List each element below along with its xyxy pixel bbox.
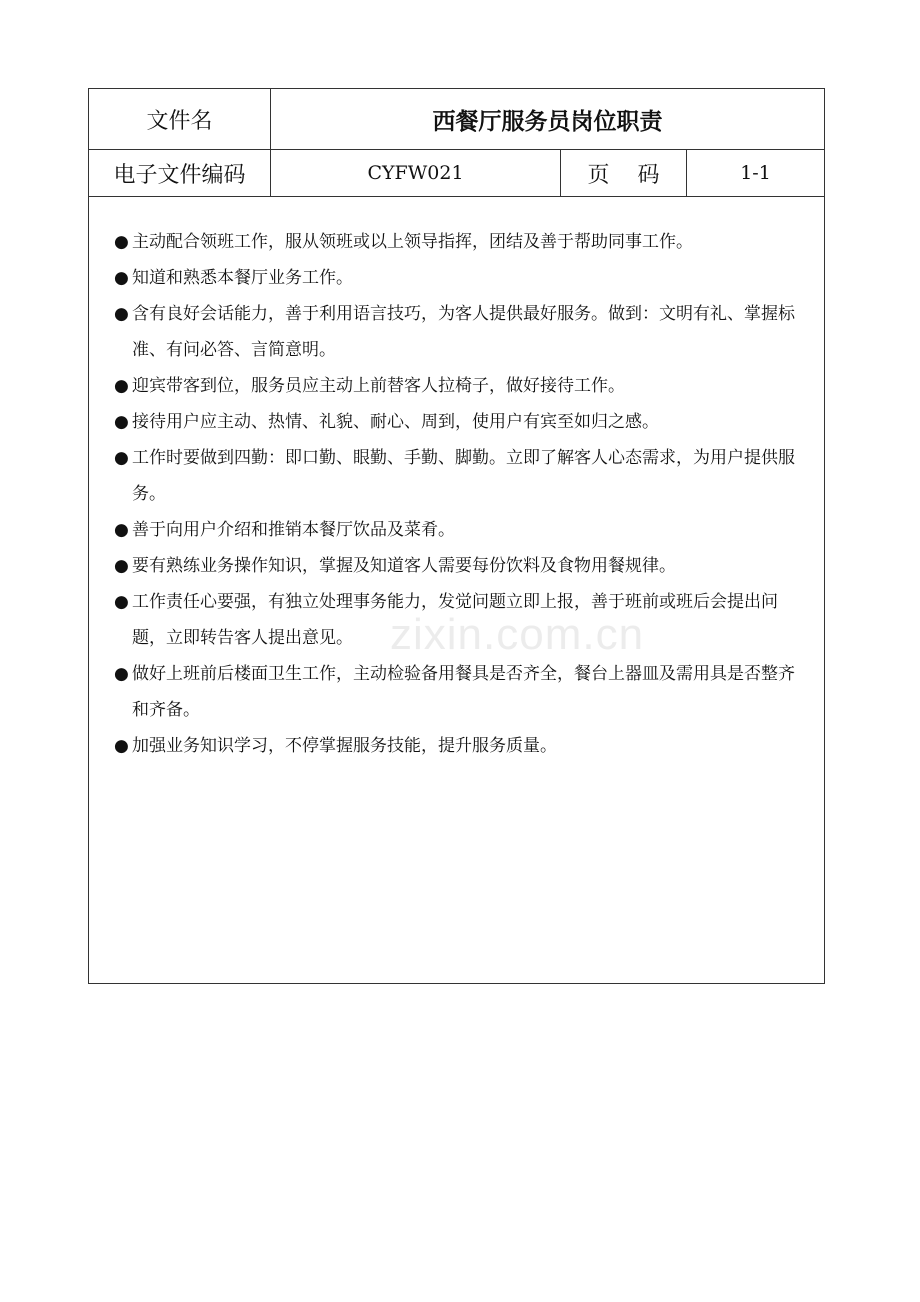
file-name-label: 文件名: [89, 89, 271, 149]
duties-list: [114, 224, 804, 764]
duty-text: 迎宾带客到位，服务员应主动上前替客人拉椅子，做好接待工作。: [132, 376, 625, 396]
duty-text: 做好上班前后楼面卫生工作，主动检验备用餐具是否齐全，餐台上器皿及需用具是否整齐和齐备。: [132, 664, 795, 720]
watermark: zixin.com.cn: [390, 610, 645, 659]
document-sheet: [88, 88, 825, 984]
duty-text: 加强业务知识学习，不停掌握服务技能，提升服务质量。: [132, 736, 557, 756]
duty-text: 工作时要做到四勤：即口勤、眼勤、手勤、脚勤。立即了解客人心态需求，为用户提供服务。: [132, 448, 795, 504]
bullet-icon: ●: [114, 232, 129, 252]
duty-item: [114, 404, 804, 440]
duty-item: [114, 368, 804, 404]
duty-text: 工作责任心要强，有独立处理事务能力，发觉问题立即上报，善于班前或班后会提出问题，立即转告客人提出意见。: [132, 592, 778, 648]
duty-text: 善于向用户介绍和推销本餐厅饮品及菜肴。: [132, 520, 455, 540]
bullet-icon: ●: [114, 664, 129, 684]
code-label: 电子文件编码: [89, 150, 271, 196]
page-value: 1-1: [740, 162, 771, 184]
document-title: 西餐厅服务员岗位职责: [432, 107, 663, 135]
duty-text: 含有良好会话能力，善于利用语言技巧，为客人提供最好服务。做到：文明有礼、掌握标准、有问必答、言简意明。: [132, 304, 795, 360]
bullet-icon: ●: [114, 736, 129, 756]
duty-item: [114, 512, 804, 548]
duty-item: [114, 548, 804, 584]
duty-item: [114, 260, 804, 296]
duty-text: 知道和熟悉本餐厅业务工作。: [132, 268, 353, 288]
code-value: CYFW021: [271, 150, 561, 196]
bullet-icon: ●: [114, 592, 129, 612]
duty-item: [114, 440, 804, 512]
bullet-icon: ●: [114, 304, 129, 324]
bullet-icon: ●: [114, 448, 129, 468]
header-row-code: [89, 150, 824, 197]
duty-item: [114, 656, 804, 728]
duty-item: [114, 224, 804, 260]
bullet-icon: ●: [114, 268, 129, 288]
bullet-icon: ●: [114, 556, 129, 576]
duty-text: 接待用户应主动、热情、礼貌、耐心、周到，使用户有宾至如归之感。: [132, 412, 659, 432]
duty-item: [114, 296, 804, 368]
bullet-icon: ●: [114, 412, 129, 432]
duty-item: [114, 728, 804, 764]
duty-text: 主动配合领班工作，服从领班或以上领导指挥，团结及善于帮助同事工作。: [132, 232, 693, 252]
page-label: 页码: [561, 150, 687, 196]
header-row-title: [89, 89, 824, 150]
bullet-icon: ●: [114, 376, 129, 396]
bullet-icon: ●: [114, 520, 129, 540]
duty-text: 要有熟练业务操作知识，掌握及知道客人需要每份饮料及食物用餐规律。: [132, 556, 676, 576]
